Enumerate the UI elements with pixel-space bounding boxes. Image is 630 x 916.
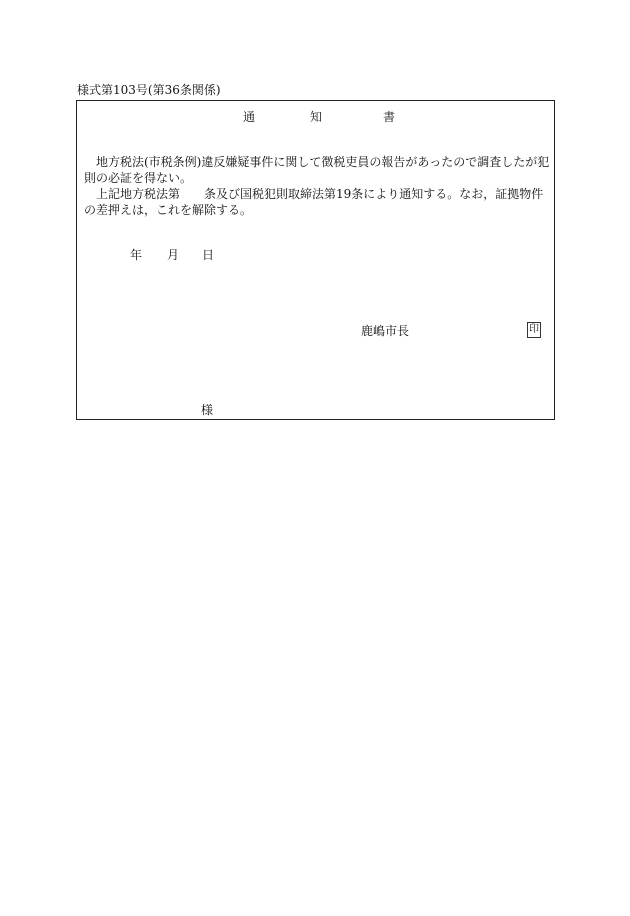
addressee-suffix: 様 xyxy=(201,403,214,417)
title-char-3: 書 xyxy=(383,110,396,124)
date-month-label: 月 xyxy=(167,248,180,262)
title-char-1: 通 xyxy=(243,110,256,124)
seal-mark: 印 xyxy=(527,322,541,338)
signer-title: 鹿嶋市長 xyxy=(361,324,410,338)
date-day-label: 日 xyxy=(202,248,215,262)
body-paragraph-2: 上記地方税法第 条及び国税犯則取締法第19条により通知する。なお，証拠物件の差押えは，これを解除する。 xyxy=(84,187,544,217)
form-number-label: 様式第103号(第36条関係) xyxy=(77,83,221,97)
notice-form-box xyxy=(76,100,555,420)
date-year-label: 年 xyxy=(130,248,143,262)
title-char-2: 知 xyxy=(310,110,323,124)
body-paragraph-1: 地方税法(市税条例)違反嫌疑事件に関して徴税吏員の報告があったので調査したが犯則の必証を得ない。 xyxy=(84,155,550,185)
